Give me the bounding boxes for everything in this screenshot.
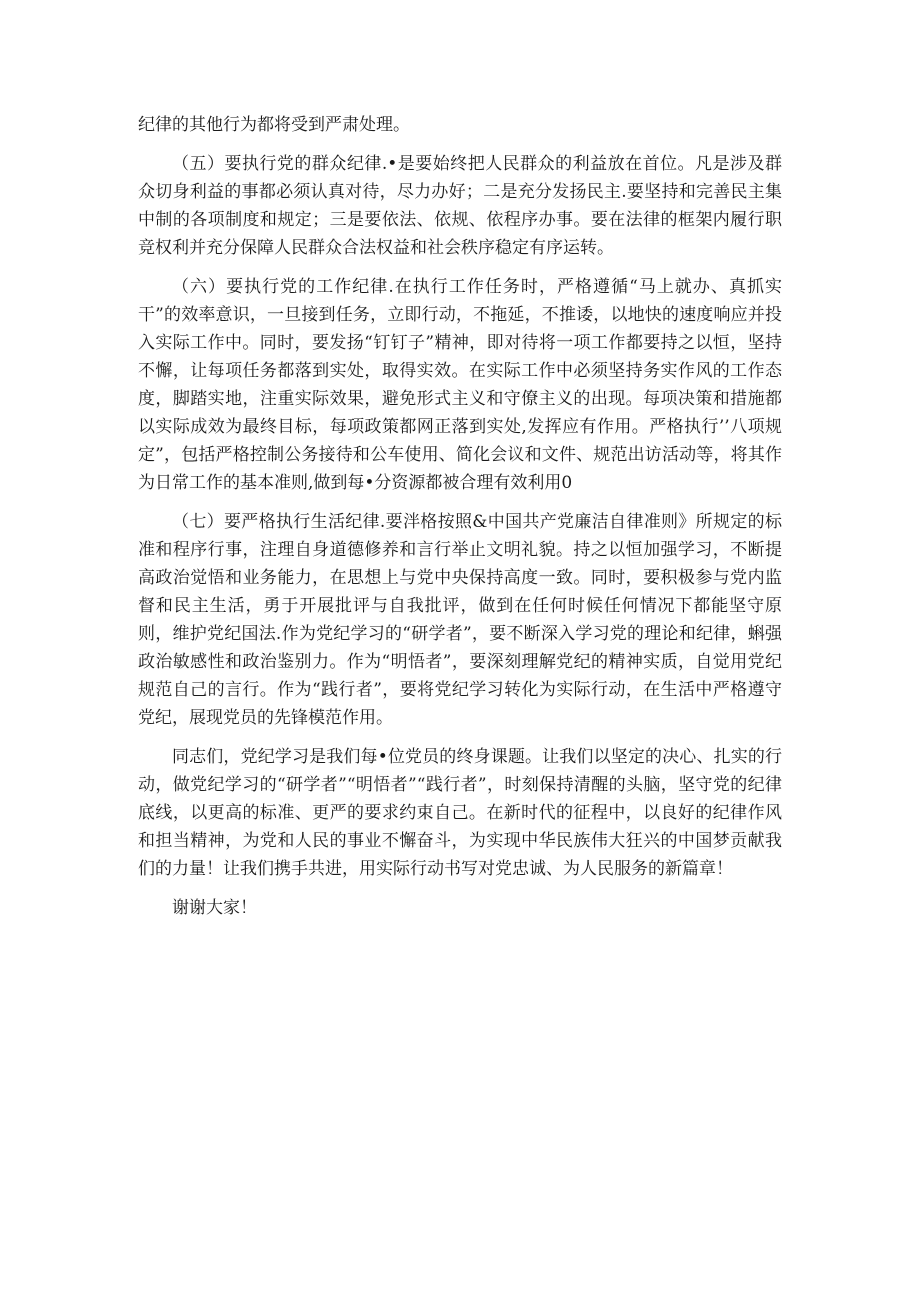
paragraph-mass-discipline: （五）要执行党的群众纪律.•是要始终把人民群众的利益放在首位。凡是涉及群众切身利益的事都必须认真对待，尽力办好；二是充分发扬民主.要坚持和完善民主集中制的各项制度和规定；三是要依法、依规、依程序办事。要在法律的框架内履行职竞权利并充分保障人民群众合法权益和社会秩序稳定有序运转。: [138, 154, 782, 258]
document-body: [138, 111, 782, 933]
paragraph-work-discipline: （六）要执行党的工作纪律.在执行工作任务时，严格遵循“马上就办、真抓实干”的效率意识，一旦接到任务，立即行动，不拖延，不推诿，以地快的速度响应并投入实际工作中。同时，要发扬“钉钉子”精神，即对待将一项工作都要持之以恒，坚持不懈，让每项任务都落到实处，取得实效。在实际工作中必须坚持务实作风的工作态度，脚踏实地，注重实际效果，避免形式主义和守僚主义的出现。每项决策和措施都以实际成效为最终目标，每项政策都网正落到实处,发挥应有作用。严格执行’’八项规定”，包括严格控制公务接待和公车使用、简化会议和文件、规范出访活动等，将其作为日常工作的基本准则,做到每•分资源都被合理有效利用0: [138, 277, 782, 493]
paragraph-life-discipline: （七）要严格执行生活纪律.要泮格按照&中国共产党廉洁自律准则》所规定的标准和程序行事，注理自身道德修养和言行举止文明礼貌。持之以恒加强学习，不断提高政治觉悟和业务能力，在思想上与党中央保持高度一致。同时，要积极参与党内监督和民主生活，勇于开展批评与自我批评，做到在任何时候任何情况下都能坚守原则，维护党纪国法.作为党纪学习的“研学者”，要不断深入学习党的理论和纪律，蝌强政治敏感性和政治鉴别力。作为“明悟者”，要深刻理解党纪的精神实质，自觉用党纪规范自己的言行。作为“践行者”，要将党纪学习转化为实际行动，在生活中严格遵守党纪，展现党员的先锋模范作用。: [138, 512, 782, 728]
paragraph-thanks: 谢谢大家！: [172, 898, 257, 918]
paragraph-conclusion: 同志们，党纪学习是我们每•位党员的终身课题。让我们以坚定的决心、扎实的行动，做党纪学习的“研学者”“明悟者”“践行者”，时刻保持清醒的头脑，坚守党的纪律底线，以更高的标准、更严的要求约束自己。在新时代的征程中，以良好的纪律作风和担当精神，为党和人民的事业不懈奋斗，为实现中华民族伟大狂兴的中国梦贡献我们的力量！让我们携手共进，用实际行动书写对党忠诚、为人民服务的新篇章！: [138, 747, 782, 879]
paragraph-continuation: 纪律的其他行为都将受到严肃处理。: [138, 115, 410, 135]
